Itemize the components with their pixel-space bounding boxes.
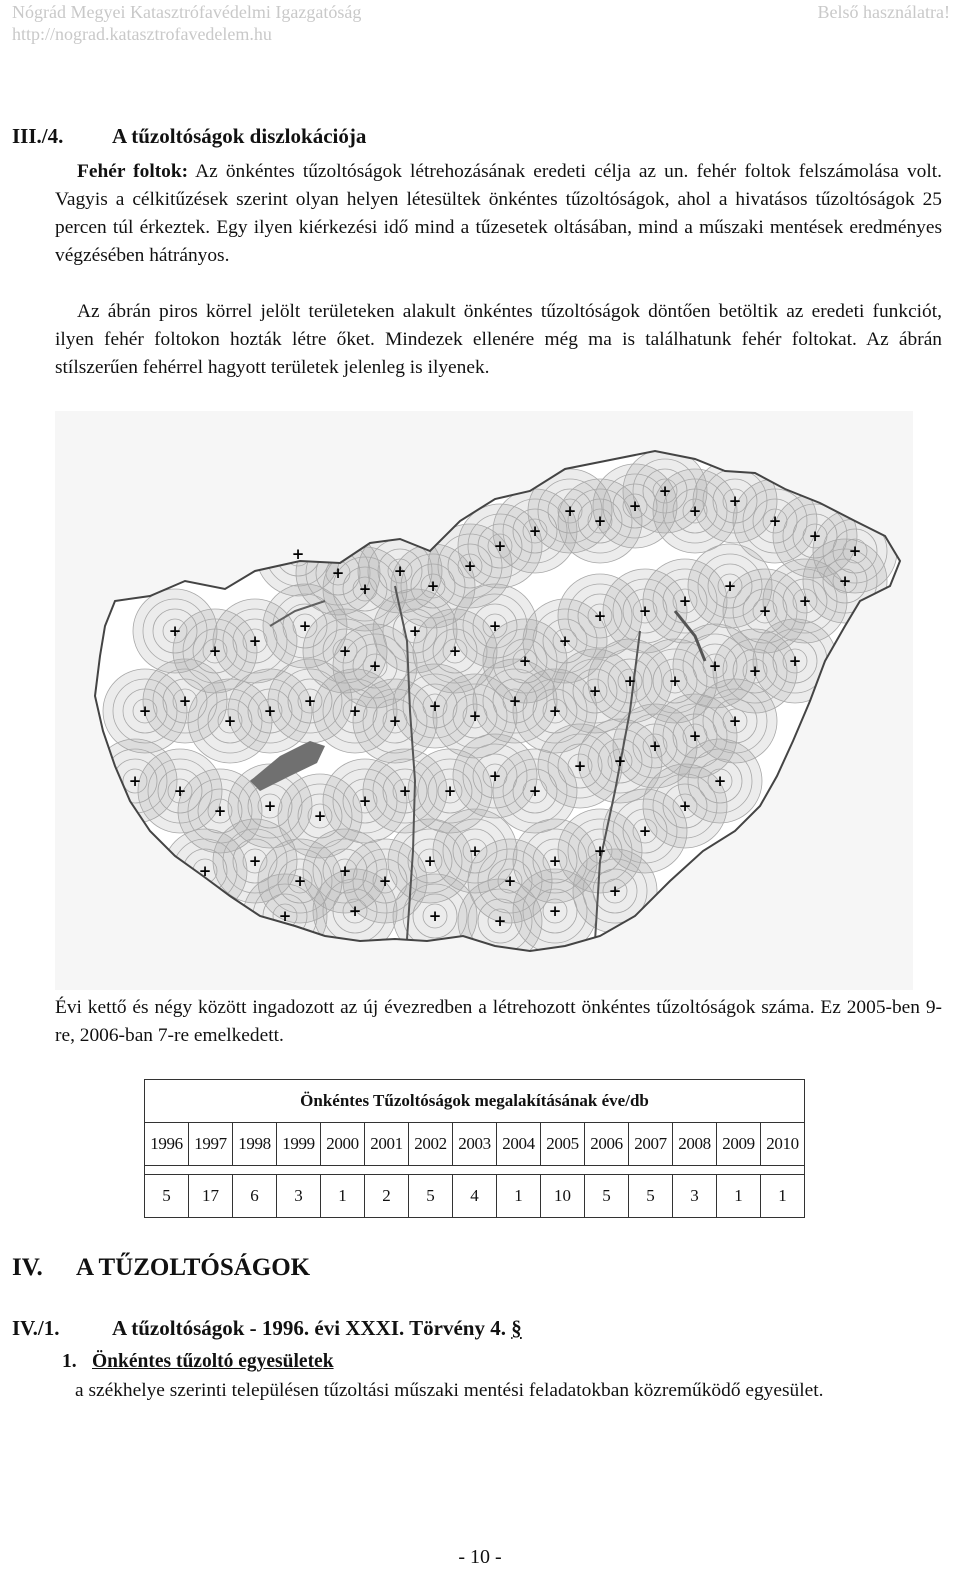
header-org: Nógrád Megyei Katasztrófavédelmi Igazgatóság [12, 2, 362, 22]
fire-station-plus-icon: + [503, 872, 517, 890]
year-cell: 2002 [409, 1123, 453, 1166]
fire-station-plus-icon: + [248, 852, 262, 870]
count-cell: 3 [277, 1175, 321, 1218]
fire-station-plus-icon: + [508, 692, 522, 710]
section-number: III./4. [12, 124, 64, 148]
year-cell: 2003 [453, 1123, 497, 1166]
year-cell: 1998 [233, 1123, 277, 1166]
fire-station-plus-icon: + [728, 492, 742, 510]
paragraph-yearly-count: Évi kettő és négy között ingadozott az új évezredben a létrehozott önkéntes tűzoltóságok száma. Ez 2005-ben 9-re, 2006-ban 7-re emelkedett. [55, 997, 942, 1046]
header-url[interactable]: http://nograd.katasztrofavedelem.hu [12, 24, 272, 44]
count-cell: 4 [453, 1175, 497, 1218]
fire-station-plus-icon: + [198, 862, 212, 880]
map-figure [55, 411, 913, 990]
fire-station-plus-icon: + [708, 657, 722, 675]
fire-station-plus-icon: + [303, 692, 317, 710]
count-cell: 1 [497, 1175, 541, 1218]
fire-station-plus-icon: + [448, 642, 462, 660]
fire-station-plus-icon: + [488, 617, 502, 635]
fire-station-plus-icon: + [593, 607, 607, 625]
year-cell: 1996 [145, 1123, 189, 1166]
fire-station-plus-icon: + [378, 872, 392, 890]
fire-station-plus-icon: + [128, 772, 142, 790]
fire-station-plus-icon: + [638, 602, 652, 620]
fire-station-plus-icon: + [488, 767, 502, 785]
fire-station-plus-icon: + [548, 852, 562, 870]
table-spacer [145, 1166, 805, 1175]
fire-station-plus-icon: + [213, 802, 227, 820]
count-cell: 5 [145, 1175, 189, 1218]
fire-station-plus-icon: + [648, 737, 662, 755]
count-cell: 1 [717, 1175, 761, 1218]
fire-station-plus-icon: + [291, 545, 305, 563]
year-cell: 2005 [541, 1123, 585, 1166]
table-row-counts [145, 1175, 805, 1218]
fire-station-plus-icon: + [428, 907, 442, 925]
year-cell: 2001 [365, 1123, 409, 1166]
header-classification: Belső használatra! [817, 2, 950, 22]
fire-station-plus-icon: + [678, 592, 692, 610]
section-heading-3-4 [12, 124, 366, 149]
hungary-coverage-map [55, 411, 913, 990]
item-definition: a székhelye szerinti településen tűzoltási műszaki mentési feladatokban közreműködő egyesület. [75, 1380, 824, 1401]
year-cell: 2009 [717, 1123, 761, 1166]
table-row-years [145, 1123, 805, 1166]
fire-station-plus-icon: + [298, 617, 312, 635]
year-cell: 2007 [629, 1123, 673, 1166]
fire-station-plus-icon: + [713, 772, 727, 790]
fire-station-plus-icon: + [493, 912, 507, 930]
fire-station-plus-icon: + [688, 727, 702, 745]
fire-station-plus-icon: + [168, 622, 182, 640]
fire-station-plus-icon: + [428, 697, 442, 715]
year-cell: 2008 [673, 1123, 717, 1166]
fire-station-plus-icon: + [748, 662, 762, 680]
fire-station-plus-icon: + [368, 657, 382, 675]
fire-station-plus-icon: + [468, 842, 482, 860]
fire-station-plus-icon: + [573, 757, 587, 775]
year-cell: 1997 [189, 1123, 233, 1166]
section-number: IV./1. [12, 1316, 60, 1340]
fire-station-plus-icon: + [408, 622, 422, 640]
fire-station-plus-icon: + [393, 562, 407, 580]
year-cell: 2004 [497, 1123, 541, 1166]
chapter-heading-4 [12, 1254, 310, 1282]
page-number: - 10 - [458, 1546, 502, 1568]
fire-station-plus-icon: + [493, 537, 507, 555]
fire-station-plus-icon: + [173, 782, 187, 800]
fire-station-plus-icon: + [223, 712, 237, 730]
fire-station-plus-icon: + [423, 852, 437, 870]
fire-station-plus-icon: + [358, 792, 372, 810]
count-cell: 10 [541, 1175, 585, 1218]
fire-station-plus-icon: + [688, 502, 702, 520]
fire-station-plus-icon: + [518, 652, 532, 670]
fire-station-plus-icon: + [658, 482, 672, 500]
fire-station-plus-icon: + [248, 632, 262, 650]
fire-station-plus-icon: + [293, 872, 307, 890]
year-cell: 2000 [321, 1123, 365, 1166]
fire-station-plus-icon: + [468, 707, 482, 725]
fire-station-plus-icon: + [563, 502, 577, 520]
fire-station-plus-icon: + [758, 602, 772, 620]
fire-station-plus-icon: + [348, 902, 362, 920]
fire-station-plus-icon: + [338, 642, 352, 660]
fire-station-plus-icon: + [588, 682, 602, 700]
fire-station-plus-icon: + [463, 557, 477, 575]
fire-station-plus-icon: + [398, 782, 412, 800]
chapter-number: IV. [12, 1254, 43, 1281]
fire-station-plus-icon: + [138, 702, 152, 720]
founding-years-table [144, 1079, 805, 1218]
fire-station-plus-icon: + [178, 692, 192, 710]
count-cell: 2 [365, 1175, 409, 1218]
fire-station-plus-icon: + [728, 712, 742, 730]
fire-station-plus-icon: + [593, 512, 607, 530]
fire-station-plus-icon: + [723, 577, 737, 595]
fire-station-plus-icon: + [808, 527, 822, 545]
fire-station-plus-icon: + [263, 702, 277, 720]
paragraph-red-circles: Az ábrán piros körrel jelölt területeken alakult önkéntes tűzoltóságok döntően betöltik az eredeti funkciót, ilyen fehér foltokon hozták létre őket. Mindezek ellenére még ma is találhatunk fehér foltokat. Az ábrán stílszerűen fehérrel hagyott területek jelenleg is ilyenek. [55, 301, 942, 378]
count-cell: 17 [189, 1175, 233, 1218]
fire-station-plus-icon: + [788, 652, 802, 670]
section-title: A tűzoltóságok diszlokációja [112, 124, 367, 148]
section-sign: § [511, 1316, 522, 1340]
item-heading-1 [62, 1351, 334, 1373]
fire-station-plus-icon: + [278, 907, 292, 925]
fire-station-plus-icon: + [638, 822, 652, 840]
fire-station-plus-icon: + [613, 752, 627, 770]
table-caption: Önkéntes Tűzoltóságok megalakításának éve/db [145, 1080, 805, 1123]
count-cell: 5 [409, 1175, 453, 1218]
count-cell: 1 [321, 1175, 365, 1218]
fire-station-plus-icon: + [388, 712, 402, 730]
year-cell: 1999 [277, 1123, 321, 1166]
count-cell: 5 [629, 1175, 673, 1218]
fire-station-plus-icon: + [548, 902, 562, 920]
year-cell: 2010 [761, 1123, 805, 1166]
paragraph-text: Az önkéntes tűzoltóságok létrehozásának eredeti célja az un. fehér foltok felszámolása volt. Vagyis a célkitűzések szerint olyan helyen létesültek önkéntes tűzoltóságok, ahol a hivatásos tűzoltóságok 25 percen túl érkeztek. Egy ilyen kiérkezési idő mind a tűzesetek oltásában, mind a műszaki mentések eredményes végzésében hátrányos. [55, 161, 942, 266]
fire-station-plus-icon: + [768, 512, 782, 530]
paragraph-lead: Fehér foltok: [77, 161, 189, 182]
fire-station-plus-icon: + [263, 797, 277, 815]
fire-station-plus-icon: + [331, 564, 345, 582]
item-title: Önkéntes tűzoltó egyesületek [92, 1351, 334, 1372]
fire-station-plus-icon: + [528, 522, 542, 540]
count-cell: 3 [673, 1175, 717, 1218]
fire-station-plus-icon: + [623, 672, 637, 690]
item-number: 1. [62, 1351, 77, 1372]
fire-station-plus-icon: + [668, 672, 682, 690]
section-title: A tűzoltóságok - 1996. évi XXXI. Törvény 4. [112, 1316, 512, 1340]
fire-station-plus-icon: + [338, 862, 352, 880]
fire-station-plus-icon: + [628, 497, 642, 515]
section-heading-4-1 [12, 1316, 522, 1341]
fire-station-plus-icon: + [443, 782, 457, 800]
fire-station-plus-icon: + [358, 580, 372, 598]
fire-station-plus-icon: + [548, 702, 562, 720]
fire-station-plus-icon: + [838, 572, 852, 590]
fire-station-plus-icon: + [678, 797, 692, 815]
count-cell: 5 [585, 1175, 629, 1218]
fire-station-plus-icon: + [593, 842, 607, 860]
count-cell: 1 [761, 1175, 805, 1218]
fire-station-plus-icon: + [208, 642, 222, 660]
fire-station-plus-icon: + [798, 592, 812, 610]
chapter-title: A TŰZOLTÓSÁGOK [76, 1254, 311, 1281]
fire-station-plus-icon: + [848, 542, 862, 560]
count-cell: 6 [233, 1175, 277, 1218]
fire-station-plus-icon: + [426, 577, 440, 595]
fire-station-plus-icon: + [528, 782, 542, 800]
fire-station-plus-icon: + [313, 807, 327, 825]
paragraph-white-spots [55, 158, 942, 270]
fire-station-plus-icon: + [348, 702, 362, 720]
year-cell: 2006 [585, 1123, 629, 1166]
fire-station-plus-icon: + [558, 632, 572, 650]
fire-station-plus-icon: + [608, 882, 622, 900]
